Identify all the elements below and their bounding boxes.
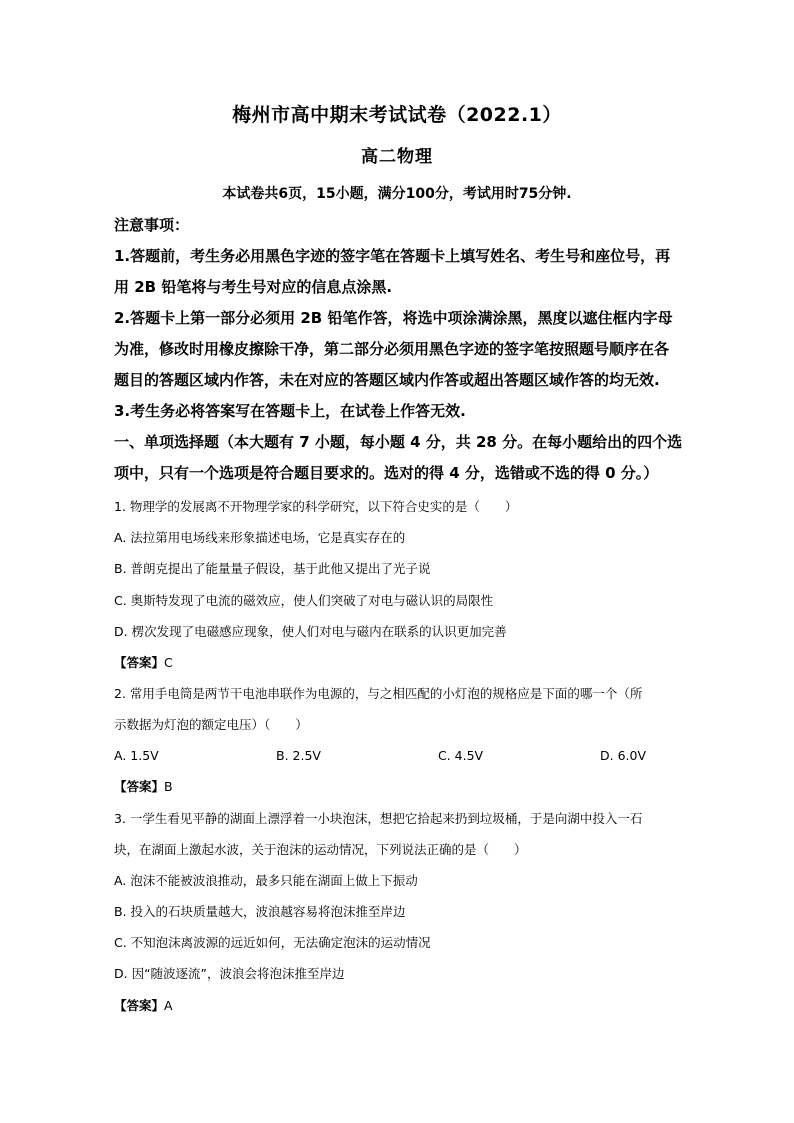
question-option: A. 泡沫不能被波浪推动，最多只能在湖面上做上下振动: [114, 873, 418, 888]
answer-tag: 【答案】: [114, 998, 165, 1013]
answer-line: [114, 779, 173, 794]
question-option: B. 2.5V: [276, 748, 321, 763]
question-option: D. 楞次发现了电磁感应现象，使人们对电与磁内在联系的认识更加完善: [114, 624, 507, 639]
notes-line: 用 2B 铅笔将与考生号对应的信息点涂黑.: [114, 278, 393, 296]
question-stem: 2. 常用手电筒是两节干电池串联作为电源的，与之相匹配的小灯泡的规格应是下面的哪一个（所: [114, 686, 643, 701]
question-option: B. 普朗克提出了能量量子假设，基于此他又提出了光子说: [114, 561, 431, 576]
notes-line: 2.答题卡上第一部分必须用 2B 铅笔作答，将选中项涂满涂黑，黑度以遮住框内字母: [114, 309, 673, 327]
answer-value: C: [164, 655, 173, 670]
question-option: D. 6.0V: [600, 748, 647, 763]
question-stem: 3. 一学生看见平静的湖面上漂浮着一小块泡沫，想把它拾起来扔到垃圾桶，于是向湖中投入一石: [114, 811, 643, 826]
answer-line: [114, 655, 173, 670]
question-option: A. 法拉第用电场线来形象描述电场，它是真实存在的: [114, 530, 406, 545]
exam-info: 本试卷共6页，15小题，满分100分，考试用时75分钟.: [222, 186, 572, 202]
notes-line: 题目的答题区域内作答，未在对应的答题区域内作答或超出答题区域作答的均无效.: [114, 371, 660, 389]
notes-heading: 注意事项：: [114, 216, 190, 234]
section-heading-line: 一、单项选择题（本大题有 7 小题，每小题 4 分，共 28 分。在每小题给出的四个选: [114, 433, 683, 451]
question-option: A. 1.5V: [114, 748, 159, 763]
exam-subject: 高二物理: [361, 147, 433, 167]
question-option: C. 4.5V: [438, 748, 484, 763]
question-stem: 示数据为灯泡的额定电压）（ ）: [114, 717, 308, 732]
notes-line: 为准，修改时用橡皮擦除干净，第二部分必须用黑色字迹的签字笔按照题号顺序在各: [114, 340, 670, 358]
question-option: D. 因“随波逐流”，波浪会将泡沫推至岸边: [114, 966, 345, 981]
answer-tag: 【答案】: [114, 779, 165, 794]
question-stem: 1. 物理学的发展离不开物理学家的科学研究，以下符合史实的是（ ）: [114, 499, 518, 514]
answer-value: B: [164, 779, 173, 794]
question-option: C. 不知泡沫离波源的远近如何，无法确定泡沫的运动情况: [114, 935, 431, 950]
answer-line: [114, 998, 173, 1013]
question-option: B. 投入的石块质量越大，波浪越容易将泡沫推至岸边: [114, 904, 406, 919]
option-row: [0, 748, 794, 768]
question-option: C. 奥斯特发现了电流的磁效应，使人们突破了对电与磁认识的局限性: [114, 593, 494, 608]
notes-line: 1.答题前，考生务必用黑色字迹的签字笔在答题卡上填写姓名、考生号和座位号，再: [114, 247, 671, 265]
answer-tag: 【答案】: [114, 655, 165, 670]
notes-line: 3.考生务必将答案写在答题卡上，在试卷上作答无效.: [114, 402, 466, 420]
question-stem: 块，在湖面上激起水波，关于泡沫的运动情况，下列说法正确的是（ ）: [114, 842, 527, 857]
section-heading-line: 项中，只有一个选项是符合题目要求的。选对的得 4 分，选错或不选的得 0 分。）: [114, 464, 659, 482]
exam-title: 梅州市高中期末考试试卷（2022.1）: [232, 104, 562, 126]
answer-value: A: [164, 998, 173, 1013]
